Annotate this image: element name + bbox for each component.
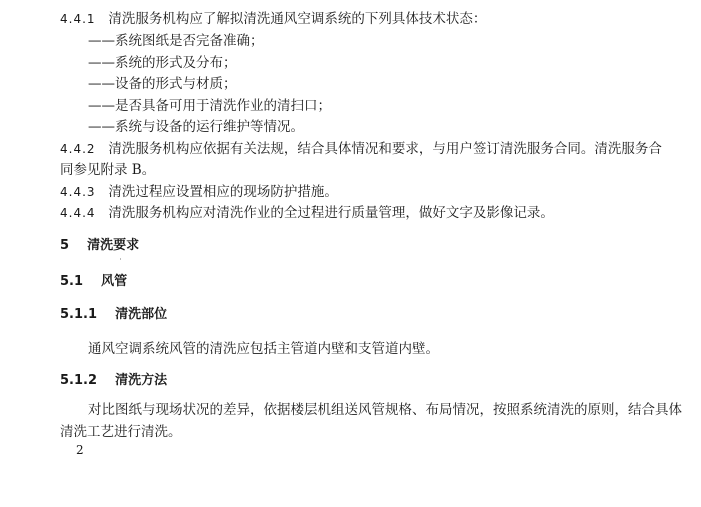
clause-text: 清洗过程应设置相应的现场防护措施。: [108, 184, 338, 200]
bullet-item: ——设备的形式与材质；: [88, 76, 237, 92]
section-number: 5.1: [60, 274, 84, 289]
clause-4-4-1: [60, 9, 486, 29]
section-number: 5.1.2: [60, 373, 98, 388]
clause-text-continuation: 同参见附录 B。: [60, 162, 156, 178]
section-title: 清洗要求: [87, 238, 140, 253]
clause-number: 4.4.4: [60, 206, 96, 220]
paragraph: 对比图纸与现场状况的差异，依据楼层机组送风管规格、布局情况，按照系统清洗的原则，结合具体: [88, 402, 682, 418]
bullet-item: ——系统与设备的运行维护等情况。: [88, 119, 304, 135]
page-number: 2: [76, 443, 84, 457]
clause-number: 4.4.3: [60, 185, 96, 199]
clause-text: 清洗服务机构应了解拟清洗通风空调系统的下列具体技术状态：: [108, 11, 487, 27]
paragraph: 通风空调系统风管的清洗应包括主管道内壁和支管道内壁。: [88, 341, 439, 357]
section-title: 清洗部位: [115, 307, 168, 322]
scan-mark: [120, 258, 121, 260]
paragraph-continuation: 清洗工艺进行清洗。: [60, 424, 182, 440]
clause-text: 清洗服务机构应对清洗作业的全过程进行质量管理，做好文字及影像记录。: [108, 205, 554, 221]
section-title: 风管: [101, 274, 128, 289]
bullet-item: ——是否具备可用于清洗作业的清扫口；: [88, 98, 331, 114]
section-title: 清洗方法: [115, 373, 168, 388]
clause-text: 清洗服务机构应依据有关法规，结合具体情况和要求，与用户签订清洗服务合同。清洗服务合: [108, 141, 662, 157]
clause-4-4-3: [60, 182, 338, 202]
bullet-item: ——系统图纸是否完备准确；: [88, 33, 264, 49]
bullet-item: ——系统的形式及分布；: [88, 55, 237, 71]
clause-4-4-2: [60, 139, 662, 159]
section-number: 5: [60, 238, 70, 253]
clause-number: 4.4.2: [60, 142, 96, 156]
clause-4-4-4: [60, 203, 554, 223]
clause-number: 4.4.1: [60, 12, 96, 26]
section-5-1-heading: [60, 272, 127, 292]
section-5-1-2-heading: [60, 371, 167, 391]
section-5-heading: [60, 236, 139, 256]
section-number: 5.1.1: [60, 307, 98, 322]
section-5-1-1-heading: [60, 305, 167, 325]
